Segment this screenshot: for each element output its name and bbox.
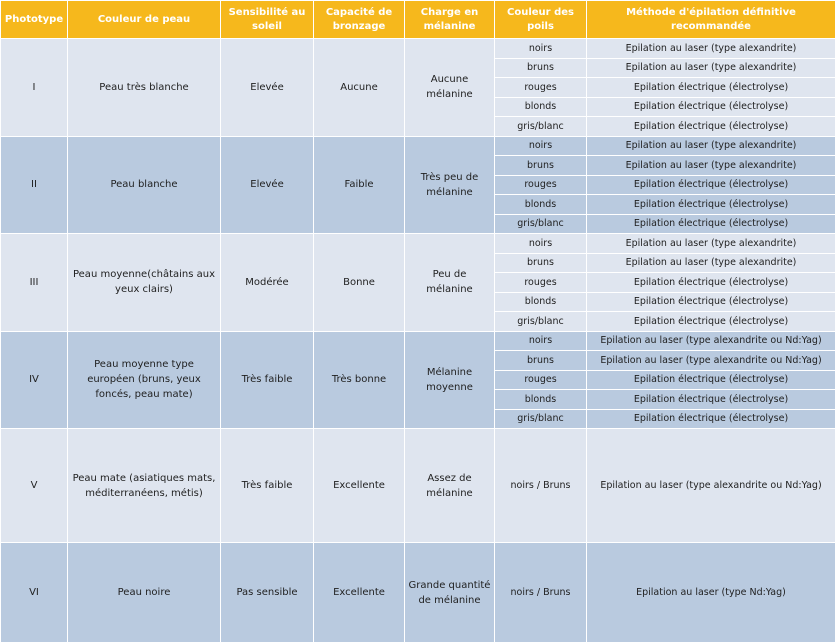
skin-color-cell: Peau mate (asiatiques mats, méditerranéens, métis): [68, 429, 221, 543]
group-phototype-iii: [1, 234, 835, 332]
hair-color-cell: bruns: [495, 156, 587, 176]
melanin-cell: Aucune mélanine: [405, 39, 495, 137]
header-row: [1, 1, 835, 39]
tanning-cell: Très bonne: [314, 331, 405, 429]
phototype-cell: I: [1, 39, 68, 137]
method-cell: Epilation électrique (électrolyse): [587, 273, 835, 293]
tanning-cell: Aucune: [314, 39, 405, 137]
method-cell: Epilation électrique (électrolyse): [587, 390, 835, 410]
group-phototype-iv: [1, 331, 835, 429]
method-cell: Epilation électrique (électrolyse): [587, 312, 835, 332]
table-row: [1, 543, 835, 643]
method-cell: Epilation au laser (type alexandrite): [587, 234, 835, 254]
method-cell: Epilation électrique (électrolyse): [587, 292, 835, 312]
hair-color-cell: noirs / Bruns: [495, 543, 587, 643]
skin-color-cell: Peau moyenne type européen (bruns, yeux foncés, peau mate): [68, 331, 221, 429]
hair-color-cell: bruns: [495, 58, 587, 78]
table-row: [1, 429, 835, 543]
hair-color-cell: bruns: [495, 253, 587, 273]
hair-color-cell: gris/blanc: [495, 409, 587, 429]
table-row: [1, 331, 835, 351]
phototype-cell: IV: [1, 331, 68, 429]
phototype-cell: V: [1, 429, 68, 543]
table-row: [1, 234, 835, 254]
method-cell: Epilation électrique (électrolyse): [587, 175, 835, 195]
skin-color-cell: Peau très blanche: [68, 39, 221, 137]
melanin-cell: Très peu de mélanine: [405, 136, 495, 234]
phototype-cell: II: [1, 136, 68, 234]
phototype-cell: III: [1, 234, 68, 332]
tanning-cell: Bonne: [314, 234, 405, 332]
phototype-cell: VI: [1, 543, 68, 643]
method-cell: Epilation électrique (électrolyse): [587, 78, 835, 98]
melanin-cell: Peu de mélanine: [405, 234, 495, 332]
method-cell: Epilation au laser (type Nd:Yag): [587, 543, 835, 643]
method-cell: Epilation électrique (électrolyse): [587, 370, 835, 390]
header-phototype: Phototype: [1, 1, 68, 39]
group-phototype-vi: [1, 543, 835, 643]
sensitivity-cell: Modérée: [221, 234, 314, 332]
method-cell: Epilation électrique (électrolyse): [587, 195, 835, 215]
skin-color-cell: Peau blanche: [68, 136, 221, 234]
group-phototype-ii: [1, 136, 835, 234]
table-row: [1, 39, 835, 59]
sensitivity-cell: Très faible: [221, 429, 314, 543]
hair-color-cell: rouges: [495, 175, 587, 195]
hair-color-cell: noirs / Bruns: [495, 429, 587, 543]
method-cell: Epilation électrique (électrolyse): [587, 97, 835, 117]
tanning-cell: Excellente: [314, 543, 405, 643]
hair-color-cell: blonds: [495, 195, 587, 215]
hair-color-cell: noirs: [495, 234, 587, 254]
hair-color-cell: bruns: [495, 351, 587, 371]
sensitivity-cell: Elevée: [221, 136, 314, 234]
melanin-cell: Assez de mélanine: [405, 429, 495, 543]
skin-color-cell: Peau moyenne(châtains aux yeux clairs): [68, 234, 221, 332]
header-melanin-load: Charge en mélanine: [405, 1, 495, 39]
header-skin-color: Couleur de peau: [68, 1, 221, 39]
hair-color-cell: noirs: [495, 136, 587, 156]
group-phototype-v: [1, 429, 835, 543]
hair-color-cell: blonds: [495, 97, 587, 117]
melanin-cell: Grande quantité de mélanine: [405, 543, 495, 643]
melanin-cell: Mélanine moyenne: [405, 331, 495, 429]
hair-color-cell: noirs: [495, 39, 587, 59]
hair-color-cell: gris/blanc: [495, 312, 587, 332]
method-cell: Epilation au laser (type alexandrite): [587, 156, 835, 176]
header-hair-color: Couleur des poils: [495, 1, 587, 39]
method-cell: Epilation électrique (électrolyse): [587, 409, 835, 429]
hair-color-cell: rouges: [495, 78, 587, 98]
header-tanning-capacity: Capacité de bronzage: [314, 1, 405, 39]
header-recommended-method: Méthode d'épilation définitive recommandée: [587, 1, 835, 39]
method-cell: Epilation au laser (type alexandrite): [587, 39, 835, 59]
sensitivity-cell: Pas sensible: [221, 543, 314, 643]
skin-color-cell: Peau noire: [68, 543, 221, 643]
method-cell: Epilation au laser (type alexandrite ou Nd:Yag): [587, 331, 835, 351]
hair-color-cell: gris/blanc: [495, 117, 587, 137]
sensitivity-cell: Elevée: [221, 39, 314, 137]
header-sun-sensitivity: Sensibilité au soleil: [221, 1, 314, 39]
method-cell: Epilation électrique (électrolyse): [587, 117, 835, 137]
method-cell: Epilation au laser (type alexandrite ou Nd:Yag): [587, 429, 835, 543]
hair-color-cell: noirs: [495, 331, 587, 351]
hair-color-cell: gris/blanc: [495, 214, 587, 234]
hair-color-cell: blonds: [495, 390, 587, 410]
tanning-cell: Excellente: [314, 429, 405, 543]
method-cell: Epilation au laser (type alexandrite): [587, 253, 835, 273]
sensitivity-cell: Très faible: [221, 331, 314, 429]
group-phototype-i: [1, 39, 835, 137]
method-cell: Epilation au laser (type alexandrite): [587, 58, 835, 78]
method-cell: Epilation au laser (type alexandrite): [587, 136, 835, 156]
method-cell: Epilation électrique (électrolyse): [587, 214, 835, 234]
table-row: [1, 136, 835, 156]
hair-color-cell: rouges: [495, 370, 587, 390]
hair-color-cell: blonds: [495, 292, 587, 312]
tanning-cell: Faible: [314, 136, 405, 234]
method-cell: Epilation au laser (type alexandrite ou Nd:Yag): [587, 351, 835, 371]
hair-color-cell: rouges: [495, 273, 587, 293]
